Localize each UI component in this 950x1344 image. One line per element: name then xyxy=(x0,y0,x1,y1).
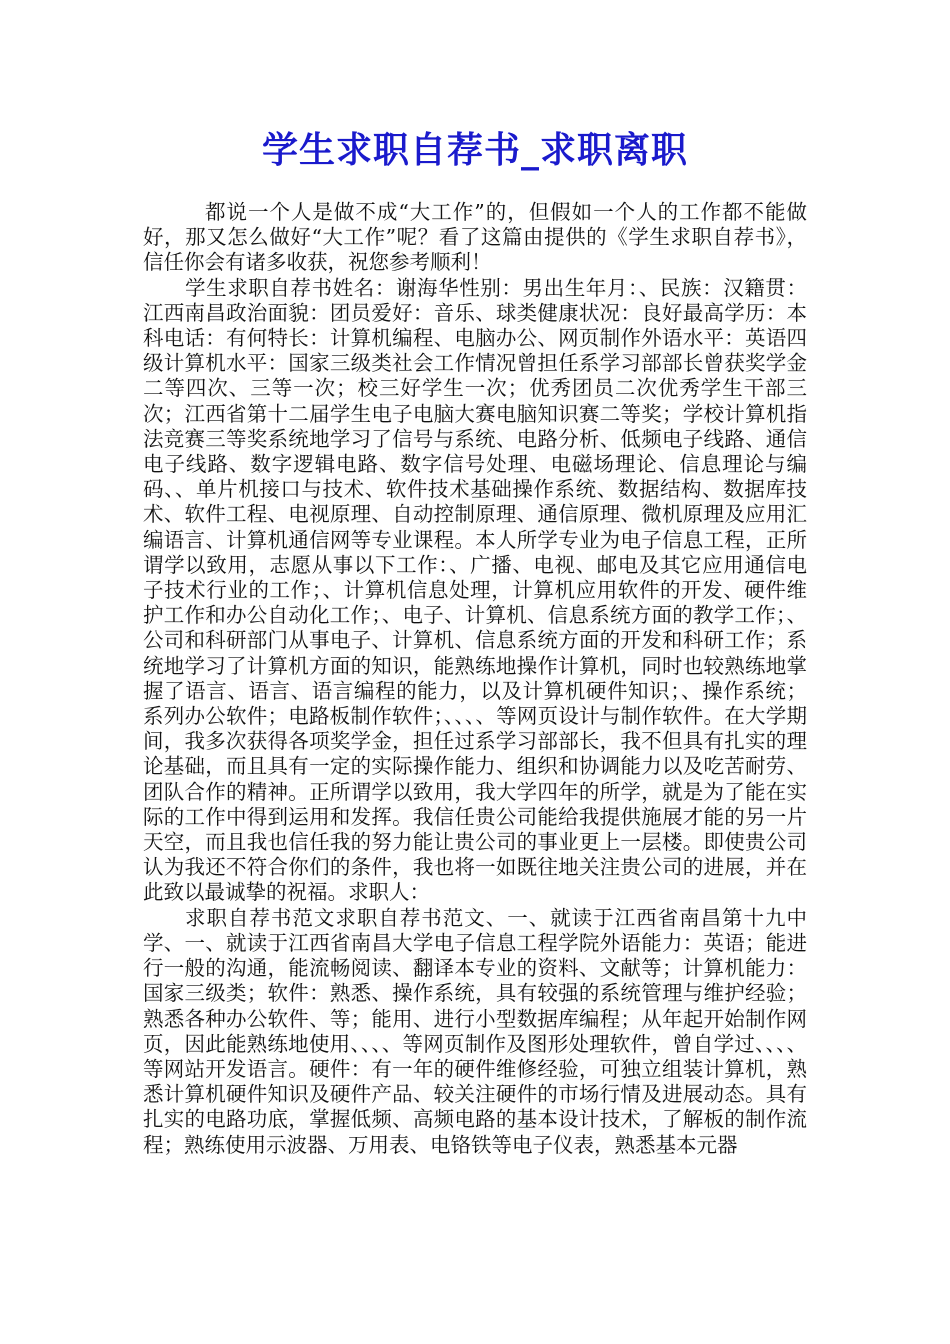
sample-letter-paragraph: 求职自荐书范文求职自荐书范文、一、就读于江西省南昌第十九中学、一、就读于江西省南昌大学电子信息工程学院外语能力：英语；能进行一般的沟通，能流畅阅读、翻译本专业的资料、文献等；计算机能力：国家三级类；软件：熟悉、操作系统，具有较强的系统管理与维护经验；熟悉各种办公软件、等；能用、进行小型数据库编程；从年起开始制作网页，因此能熟练地使用、、、、等网页制作及图形处理软件，曾自学过、、、、等网站开发语言。硬件：有一年的硬件维修经验，可独立组装计算机，熟悉计算机硬件知识及硬件产品、较关注硬件的市场行情及进展动态。具有扎实的电路功底，掌握低频、高频电路的基本设计技术，了解板的制作流程；熟练使用示波器、万用表、电铬铁等电子仪表，熟悉基本元器 xyxy=(143,905,807,1157)
intro-paragraph: 都说一个人是做不成“大工作”的，但假如一个人的工作都不能做好，那又怎么做好“大工作”呢？看了这篇由提供的《学生求职自荐书》，信任你会有诸多收获，祝您参考顺利！ xyxy=(143,200,807,275)
resume-paragraph: 学生求职自荐书姓名：谢海华性别：男出生年月：、民族：汉籍贯：江西南昌政治面貌：团员爱好：音乐、球类健康状况：良好最高学历：本科电话：有何特长：计算机编程、电脑办公、网页制作外语水平：英语四级计算机水平：国家三级类社会工作情况曾担任系学习部部长曾获奖学金二等四次、三等一次；校三好学生一次；优秀团员二次优秀学生干部三次；江西省第十二届学生电子电脑大赛电脑知识赛二等奖；学校计算机指法竞赛三等奖系统地学习了信号与系统、电路分析、低频电子线路、通信电子线路、数字逻辑电路、数字信号处理、电磁场理论、信息理论与编码、、单片机接口与技术、软件技术基础操作系统、数据结构、数据库技术、软件工程、电视原理、自动控制原理、通信原理、微机原理及应用汇编语言、计算机通信网等专业课程。本人所学专业为电子信息工程，正所谓学以致用，志愿从事以下工作：、广播、电视、邮电及其它应用通信电子技术行业的工作；、计算机信息处理，计算机应用软件的开发、硬件维护工作和办公自动化工作；、电子、计算机、信息系统方面的教学工作；、公司和科研部门从事电子、计算机、信息系统方面的开发和科研工作；系统地学习了计算机方面的知识，能熟练地操作计算机，同时也较熟练地掌握了语言、语言、语言编程的能力，以及计算机硬件知识；、操作系统；系列办公软件；电路板制作软件；、、、、等网页设计与制作软件。在大学期间，我多次获得各项奖学金，担任过系学习部部长，我不但具有扎实的理论基础，而且具有一定的实际操作能力、组织和协调能力以及吃苦耐劳、团队合作的精神。正所谓学以致用，我大学四年的所学，就是为了能在实际的工作中得到运用和发挥。我信任贵公司能给我提供施展才能的另一片天空，而且我也信任我的努力能让贵公司的事业更上一层楼。即使贵公司认为我还不符合你们的条件，我也将一如既往地关注贵公司的进展，并在此致以最诚挚的祝福。求职人： xyxy=(143,275,807,905)
document-body xyxy=(143,200,807,1158)
document-title: 学生求职自荐书_求职离职 xyxy=(261,129,688,171)
